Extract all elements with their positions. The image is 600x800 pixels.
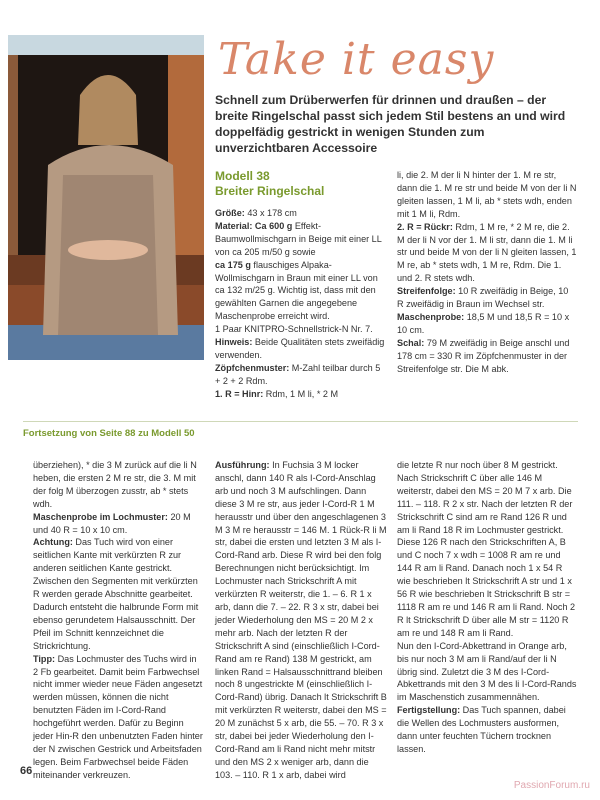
instruction-text: 79 M zweifädig in Beige anschl und 178 cm = 330 R im Zöpfchenmuster in der Streifenfolge str. Die M abk. [397,337,570,374]
instruction-text: In Fuchsia 3 M locker anschl, dann 140 R als I-Cord-Anschlag arb und noch 3 M aufschlingen. Dann diese 3 M re str, aus jeder I-Cord-R 1 M herausstr und über den angeschlagenen 3 M 3 M re herausstr = 146 M. 1 Rück-R li M str, dabei die ersten und letzten 3 M als I-Cord-Rand arb. Diese R wird bei den folg Berechnungen nicht berücksichtigt. Im Lochmuster nach Strickschrift A mit verkürzten R weiterstr, die 1. – 6. R 1 x arb, dann die 7. – 22. R 3 x str, dabei bei jeder Wiederholung den MS = 20 M 2 x mehr arb. Nach der letzten R der Strickschrift A sind (einschließlich I-Cord-Rand am re Rand) 138 M gestrickt, am linken Rand = Halsausschnittrand bleiben noch 8 ungestrickte M (einschließlich I-Cord-Rand) übrig. Danach lt Strickschrift B mit verkürzten R weiterstr, dabei den MS = 20 M zunächst 5 x arb, die 55. – 70. R 3 x str, dabei bei jeder Wiederholung den I-Cord-Rand am li Rand nicht mehr mitstr und den MS 2 x weniger arb, dann die 103. – 110. R 1 x arb, dabei wird [215,460,387,780]
instruction-label: ca 175 g [215,259,251,270]
instruction-paragraph [33,653,203,782]
instructions-column-2 [397,169,577,376]
instruction-label: Ausführung: [215,460,270,470]
instruction-paragraph [397,640,577,705]
instruction-label: Achtung: [33,537,73,548]
model-name: Breiter Ringelschal [215,184,325,198]
continuation-heading: Fortsetzung von Seite 88 zu Modell 50 [23,428,195,439]
instruction-paragraph [397,459,577,640]
page-title: Take it easy [218,34,495,85]
instruction-text: li, die 2. M der li N hinter der 1. M re str, dann die 1. M re str und beide M von der li N gleiten lassen, 1 M li, ab * stets wdh, enden mit 1 M li, Rdm. [397,170,577,219]
instructions-column-1 [215,207,387,401]
instruction-text: Effekt-Baumwollmischgarn in Beige mit einer LL von ca 205 m/50 g sowie [215,220,382,257]
instruction-paragraph [397,311,577,337]
instruction-label: Maschenprobe: [397,311,465,322]
instruction-text: 43 x 178 cm [244,208,297,218]
model-heading [215,169,385,199]
instruction-paragraph [397,704,577,756]
instructions-column-5 [397,459,577,756]
instruction-text: 10 R zweifädig in Beige, 10 R zweifädig in Braun im Wechsel str. [397,286,569,310]
instruction-label: Hinweis: [215,337,253,348]
instruction-label: Schal: [397,337,425,348]
instruction-label: Fertigstellung: [397,705,461,716]
instruction-paragraph [397,221,577,286]
instruction-text: Das Lochmuster des Tuchs wird in 2 Fb gearbeitet. Damit beim Farbwechsel nicht immer wieder neue Fäden angesetzt werden müssen, können die nicht benutzten Fäden im I-Cord-Rand hochgeführt werden. Dafür zu Beginn jeder Hin-R den unbenutzten Faden hinter der N zwischen Gestrick und Arbeitsfaden legen. Beim Farbwechsel beide Fäden miteinander verkreuzen. [33,653,203,780]
instruction-paragraph [397,169,577,221]
instruction-paragraph [215,362,387,388]
instruction-text: 18,5 M und 18,5 R = 10 x 10 cm. [397,311,570,335]
instruction-text: Das Tuch wird von einer seitlichen Kante mit verkürzten R zur anderen seitlichen Kante gestrickt. Zwischen den Segmenten mit verkürzten R werden gerade Abschnitte gearbeitet. Dadurch entsteht die halbrunde Form mit ebenso gerundetem Halsausschnitt. Der Pfeil im Schnitt kennzeichnet die Strickrichtung. [33,537,199,651]
instruction-paragraph [215,323,387,336]
instruction-paragraph [215,220,387,259]
instruction-text: M-Zahl teilbar durch 5 + 2 + 2 Rdm. [215,362,381,386]
instruction-text: Rdm, 1 M re, * 2 M re, die 2. M der li N vor der 1. M li str, dann die 1. M li str und beide M von der li N gleiten lassen, 1 M re, ab * stets wdh, 1 M re, Rdm. Die 1. und 2. R stets wdh. [397,221,577,284]
intro-text: Schnell zum Drüberwerfen für drinnen und draußen – der breite Ringelschal passt sich jedem Stil bestens an und wird doppelfädig gestrickt in wenigen Stunden zum unverzichtbaren Accessoire [215,93,566,155]
instruction-text: überziehen), * die 3 M zurück auf die li N heben, die ersten 2 M re str, die 3. M mit der folg M überzogen zusstr, ab * stets wdh. [33,460,197,509]
section-divider [23,421,578,422]
instruction-paragraph [397,285,577,311]
instruction-label: Tipp: [33,653,56,664]
instruction-paragraph [397,337,577,376]
instruction-paragraph [33,536,203,652]
instruction-paragraph [215,259,387,324]
instruction-text: flauschiges Alpaka-Wollmischgarn in Braun mit einer LL von ca 132 m/25 g. Wichtig ist, dass mit den gewählten Garnen die angegebene Maschenprobe erreicht wird. [215,259,378,322]
instructions-column-4 [215,459,387,782]
instruction-label: Maschenprobe im Lochmuster: [33,511,168,522]
instruction-label: 2. R = Rückr: [397,221,453,232]
instruction-text: Rdm, 1 M li, * 2 M [263,388,339,399]
instruction-label: Zöpfchenmuster: [215,362,290,373]
instruction-text: Beide Qualitäten stets zweifädig verwenden. [215,337,385,360]
instruction-label: Material: Ca 600 g [215,220,293,231]
instruction-label: 1. R = Hinr: [215,388,264,399]
page-number: 66 [20,765,33,777]
instruction-paragraph [215,388,387,401]
instruction-label: Streifenfolge: [397,286,456,297]
model-number: Modell 38 [215,169,270,183]
instruction-text: die letzte R nur noch über 8 M gestrickt. Nach Strickschrift C über alle 146 M weiterstr, dabei den MS = 20 M 7 x arb. Die 111. – 118. R 2 x str. Nach der letzten R der Strickschrift C sind am re Rand 126 R und am li Rand 18 R im Lochmuster gestrickt. Diese 126 R nach den Strickschriften A, B und C noch 7 x wdh = 1008 R am re und 144 R am li Rand. Danach noch 1 x 54 R wie beschrieben lt Strickschrift A str und 1 x 56 R wie beschrieben lt Strickschrift B str = 1118 R am re und 146 R am li Rand. Noch 2 R lt Strickschrift D über alle M str = 1120 R am re und 148 R am li Rand. [397,460,576,638]
photo-illustration [8,35,204,360]
instruction-text: Nun den I-Cord-Abkettrand in Orange arb, bis nur noch 3 M am li Rand/auf der li N übrig sind. Zuletzt die 3 M des I-Cord-Abkettrands mit den 3 M des li I-Cord-Rands im Maschenstich zusammennähen. [397,640,577,703]
instruction-text: Das Tuch spannen, dabei die Wellen des Lochmusters ausformen, dann unter feuchten Tüchern trocknen lassen. [397,705,566,754]
instruction-text: 1 Paar KNITPRO-Schnellstrick-N Nr. 7. [215,324,373,335]
instructions-column-3 [33,459,203,782]
instruction-label: Größe: [215,208,245,218]
instruction-paragraph [33,511,203,537]
instruction-paragraph [33,459,203,511]
instruction-paragraph [215,336,387,362]
model-photo [8,35,204,360]
instruction-text: 20 M und 40 R = 10 x 10 cm. [33,511,191,535]
instruction-paragraph [215,207,387,220]
watermark: PassionForum.ru [513,780,590,791]
instruction-paragraph [215,459,387,782]
